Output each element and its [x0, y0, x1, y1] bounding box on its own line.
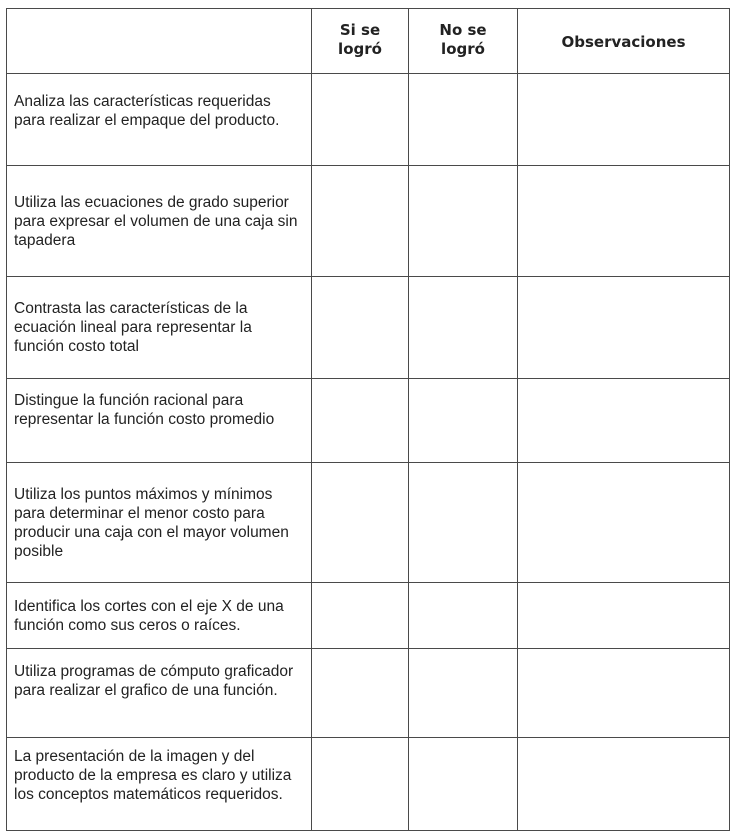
not-achieved-cell[interactable]	[409, 463, 518, 583]
criterion-cell: Distingue la función racional para representar la función costo promedio	[7, 379, 312, 463]
criterion-cell: La presentación de la imagen y del producto de la empresa es claro y utiliza los conceptos matemáticos requeridos.	[7, 738, 312, 831]
criterion-cell: Contrasta las características de la ecuación lineal para representar la función costo total	[7, 277, 312, 379]
criterion-cell: Utiliza las ecuaciones de grado superior para expresar el volumen de una caja sin tapadera	[7, 166, 312, 277]
achieved-cell[interactable]	[312, 583, 409, 649]
achieved-cell[interactable]	[312, 738, 409, 831]
observations-cell[interactable]	[518, 379, 730, 463]
observations-cell[interactable]	[518, 74, 730, 166]
not-achieved-cell[interactable]	[409, 74, 518, 166]
not-achieved-cell[interactable]	[409, 738, 518, 831]
achieved-cell[interactable]	[312, 463, 409, 583]
achieved-cell[interactable]	[312, 166, 409, 277]
table-row	[7, 379, 730, 463]
table-row	[7, 166, 730, 277]
criterion-cell: Analiza las características requeridas para realizar el empaque del producto.	[7, 74, 312, 166]
not-achieved-cell[interactable]	[409, 277, 518, 379]
observations-cell[interactable]	[518, 649, 730, 738]
header-not-achieved: No se logró	[409, 9, 518, 74]
not-achieved-cell[interactable]	[409, 379, 518, 463]
criterion-cell: Utiliza los puntos máximos y mínimos para determinar el menor costo para producir una caja con el mayor volumen posible	[7, 463, 312, 583]
achieved-cell[interactable]	[312, 379, 409, 463]
criterion-cell: Utiliza programas de cómputo graficador para realizar el grafico de una función.	[7, 649, 312, 738]
header-criterion	[7, 9, 312, 74]
not-achieved-cell[interactable]	[409, 583, 518, 649]
achieved-cell[interactable]	[312, 74, 409, 166]
table-row	[7, 583, 730, 649]
not-achieved-cell[interactable]	[409, 166, 518, 277]
achieved-cell[interactable]	[312, 277, 409, 379]
header-observations: Observaciones	[518, 9, 730, 74]
table-row	[7, 463, 730, 583]
observations-cell[interactable]	[518, 583, 730, 649]
observations-cell[interactable]	[518, 463, 730, 583]
table-row	[7, 649, 730, 738]
evaluation-table	[6, 8, 730, 831]
not-achieved-cell[interactable]	[409, 649, 518, 738]
observations-cell[interactable]	[518, 166, 730, 277]
observations-cell[interactable]	[518, 277, 730, 379]
achieved-cell[interactable]	[312, 649, 409, 738]
criterion-cell: Identifica los cortes con el eje X de una función como sus ceros o raíces.	[7, 583, 312, 649]
table-row	[7, 738, 730, 831]
observations-cell[interactable]	[518, 738, 730, 831]
header-achieved: Si se logró	[312, 9, 409, 74]
table-header-row	[7, 9, 730, 74]
table-row	[7, 277, 730, 379]
table-row	[7, 74, 730, 166]
